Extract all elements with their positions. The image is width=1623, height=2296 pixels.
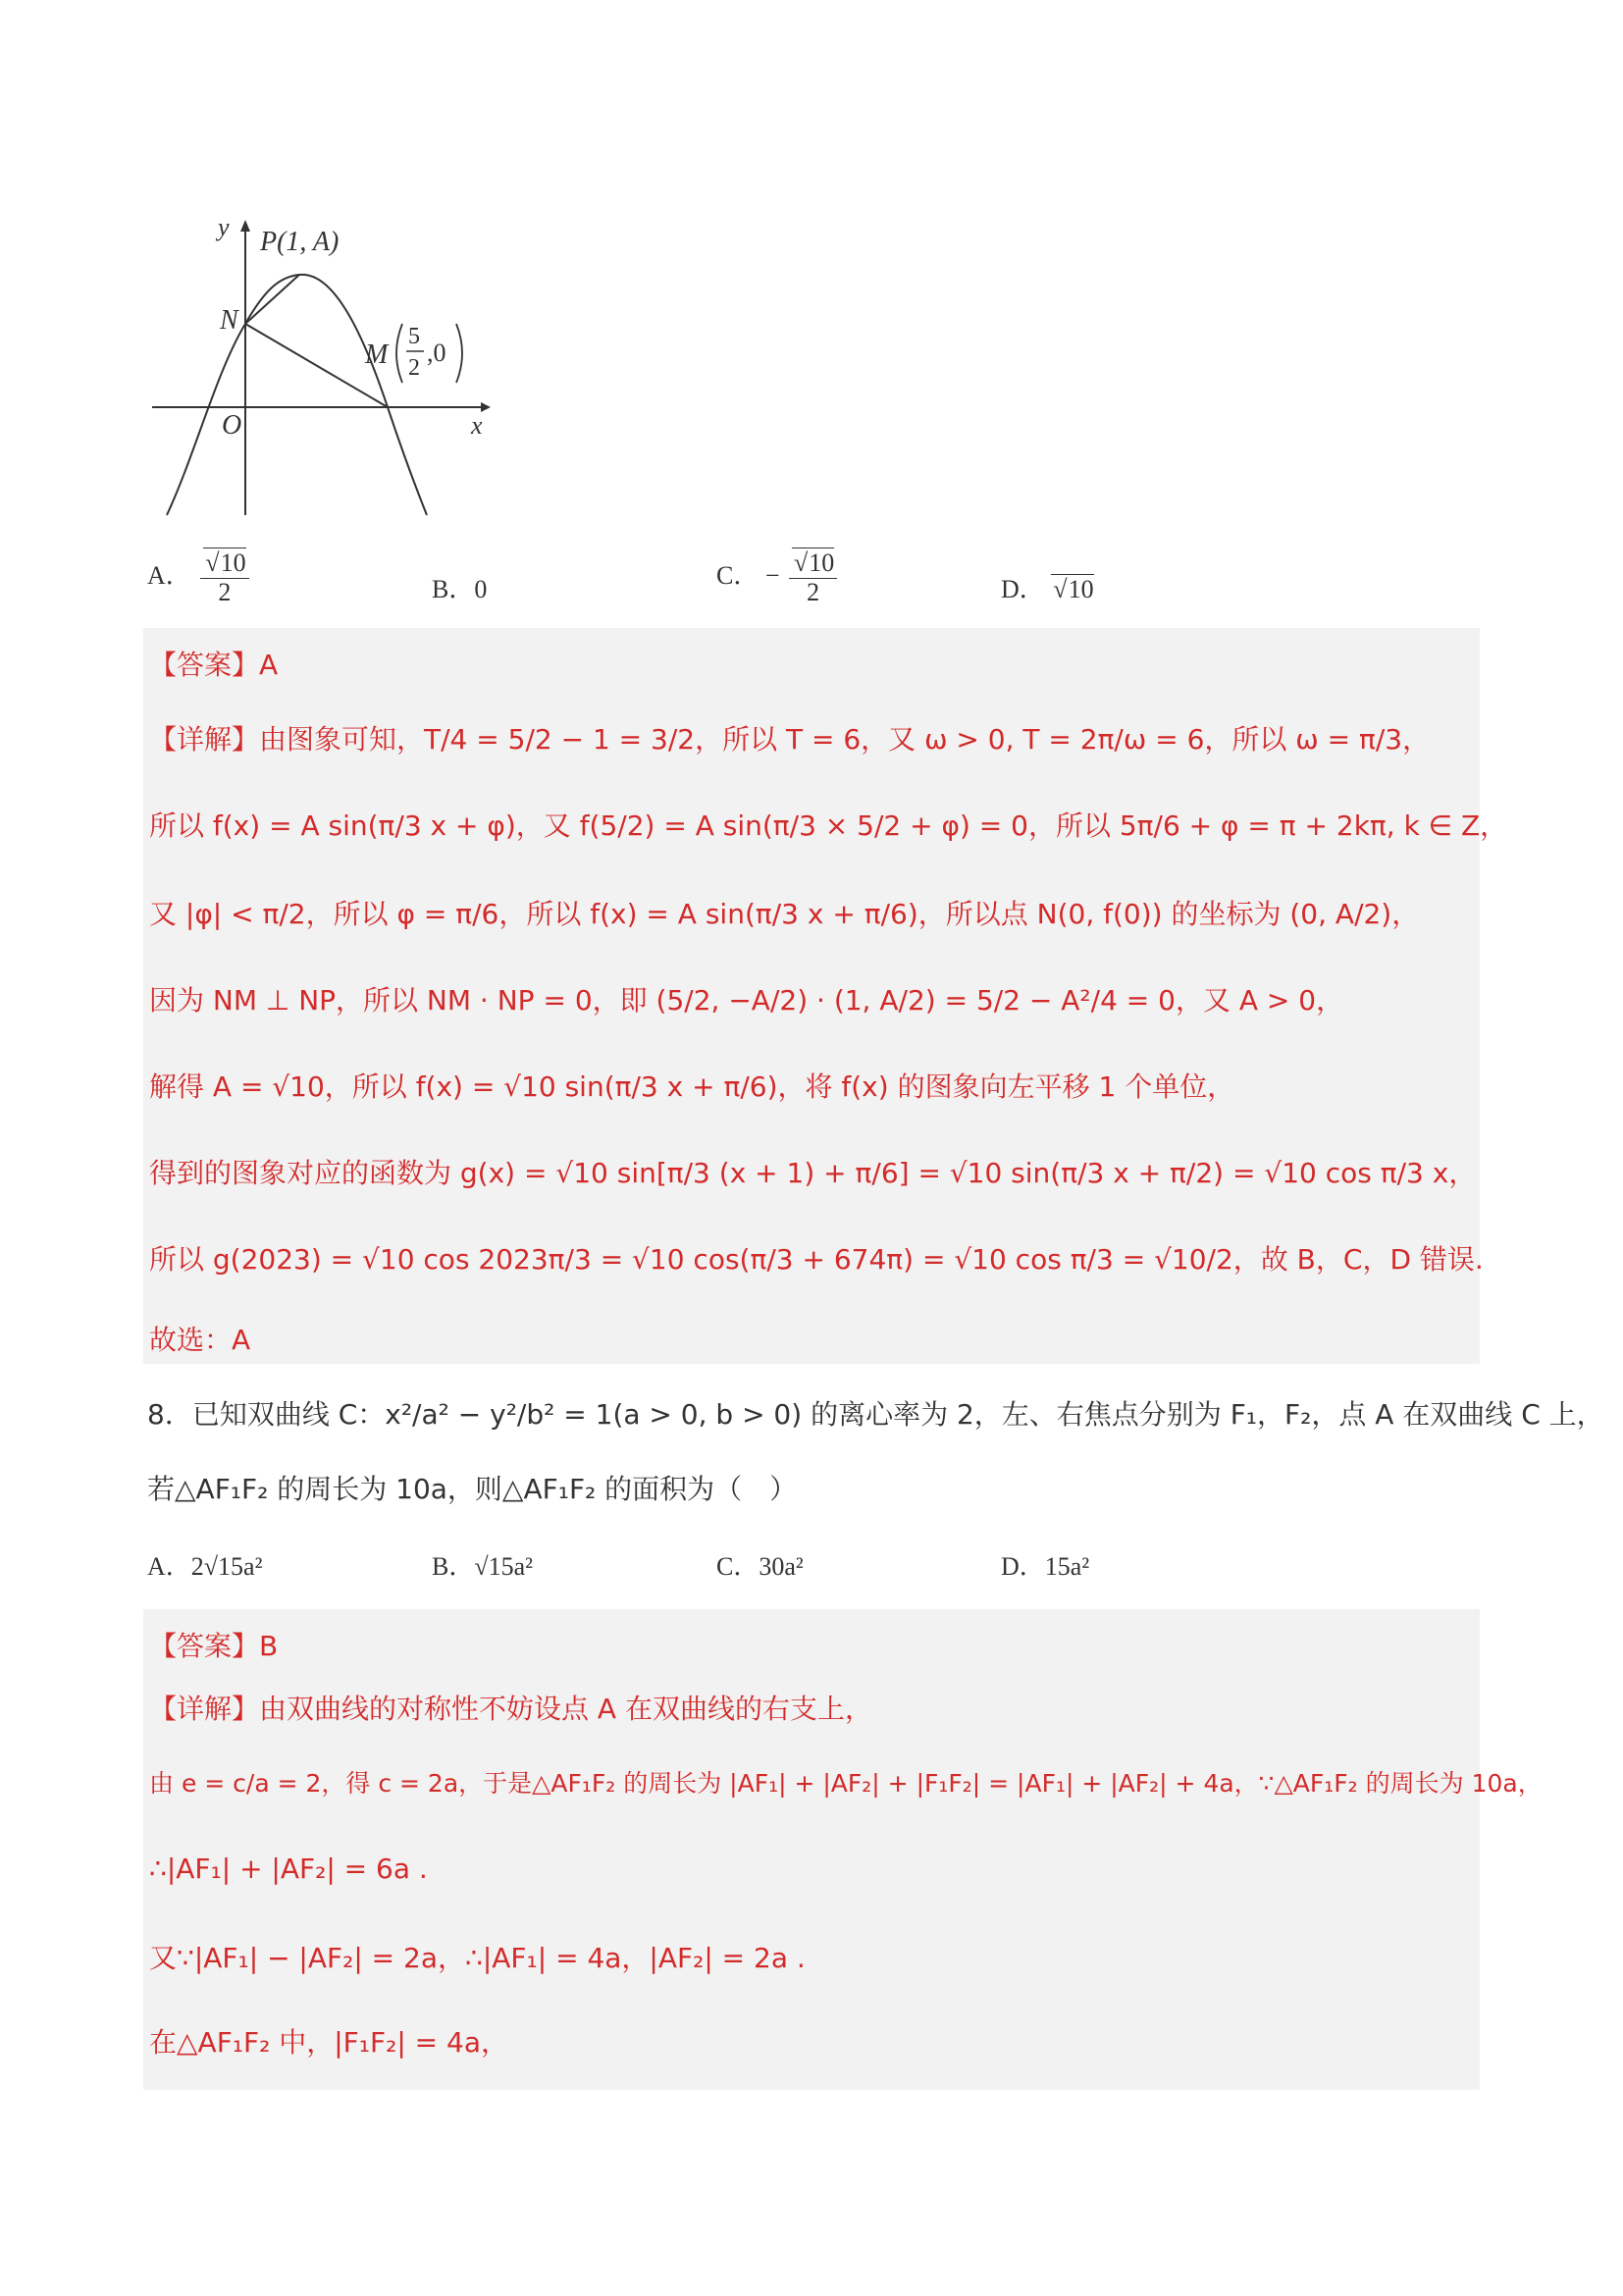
q8-detail-line-3: ∴|AF₁| + |AF₂| = 6a . [149, 1852, 428, 1885]
point-n-label: N [220, 305, 238, 336]
q7-detail-line-2: 所以 f(x) = A sin(π/3 x + φ)，又 f(5/2) = A sin(π/3 × 5/2 + φ) = 0，所以 5π/6 + φ = π + 2kπ, k ∈ Z， [149, 809, 1508, 842]
q7-option-c-rad: √ 10 [792, 548, 834, 577]
q7-option-a [147, 549, 252, 606]
point-m-comma-y: ,0 [427, 339, 446, 367]
q8-option-b: B．√15a² [432, 1552, 533, 1581]
q7-detail-line-4: 因为 NM ⊥ NP，所以 NM · NP = 0，即 (5/2, −A/2) · (1, A/2) = 5/2 − A²/4 = 0，又 A > 0， [149, 984, 1344, 1017]
q7-option-a-letter: A． [147, 561, 191, 591]
y-axis-arrow [240, 220, 250, 232]
function-graph [137, 206, 510, 530]
q7-detail-line-1 [149, 718, 1430, 757]
q7-option-b: B．0 [432, 575, 488, 603]
q7-option-c-letter: C． [716, 561, 759, 591]
q7-option-c [716, 549, 840, 606]
origin-label: O [222, 410, 242, 441]
q7-detail-text-1: 由图象可知，T/4 = 5/2 − 1 = 3/2，所以 T = 6，又 ω > 0, T = 2π/ω = 6，所以 ω = π/3， [259, 723, 1431, 756]
y-axis-label: y [218, 213, 230, 241]
q7-option-d-letter: D． [1001, 575, 1045, 603]
q8-detail-text-1: 由双曲线的对称性不妨设点 A 在双曲线的右支上， [259, 1693, 872, 1725]
point-p-label: P(1, A) [260, 227, 340, 257]
q7-detail-line-5: 解得 A = √10，所以 f(x) = √10 sin(π/3 x + π/6)，将 f(x) 的图象向左平移 1 个单位， [149, 1070, 1235, 1103]
q8-question-line-1: 8．已知双曲线 C：x²/a² − y²/b² = 1(a > 0, b > 0) 的离心率为 2，左、右焦点分别为 F₁，F₂，点 A 在双曲线 C 上， [147, 1398, 1604, 1431]
q8-detail-label: 【详解】 [149, 1693, 260, 1725]
q7-option-a-rad: √ 10 [203, 548, 245, 577]
q8-detail-line-5: 在△AF₁F₂ 中，|F₁F₂| = 4a， [149, 2026, 509, 2059]
q8-option-a: A．2√15a² [147, 1552, 263, 1581]
point-m-label: M [365, 339, 389, 370]
x-axis-label: x [471, 411, 483, 440]
q7-option-d-rad: √ 10 [1051, 574, 1093, 603]
q8-option-c: C．30a² [716, 1552, 804, 1581]
q7-detail-label: 【详解】 [149, 723, 260, 756]
point-m-x-den: 2 [408, 355, 420, 381]
q7-answer-block [143, 628, 1508, 1364]
q7-option-a-fraction [200, 549, 248, 606]
q7-detail-line-3: 又 |φ| < π/2，所以 φ = π/6，所以 f(x) = A sin(π/3 x + π/6)，所以点 N(0, f(0)) 的坐标为 (0, A/2)， [149, 898, 1420, 930]
q7-detail-line-6: 得到的图象对应的函数为 g(x) = √10 sin[π/3 (x + 1) + π/6] = √10 sin(π/3 x + π/2) = √10 cos π/3 x， [149, 1157, 1477, 1189]
q8-question-line-2: 若△AF₁F₂ 的周长为 10a，则△AF₁F₂ 的面积为（ ） [147, 1473, 798, 1505]
q8-detail-line-4: 又∵|AF₁| − |AF₂| = 2a，∴|AF₁| = 4a，|AF₂| = 2a . [149, 1942, 806, 1974]
q7-option-a-den: 2 [218, 577, 232, 606]
q8-detail-line-1 [149, 1688, 872, 1727]
q7-option-d [1001, 569, 1094, 605]
q7-answer-label: 【答案】A [149, 649, 279, 681]
point-m-x-num: 5 [408, 324, 420, 349]
q7-detail-line-7: 所以 g(2023) = √10 cos 2023π/3 = √10 cos(π/3 + 674π) = √10 cos π/3 = √10/2，故 B，C，D 错误. [149, 1243, 1484, 1276]
point-m-left-paren [396, 324, 402, 383]
point-m-y: 0 [433, 339, 446, 367]
sine-curve [167, 275, 427, 515]
segment-np [245, 275, 299, 324]
q8-answer-block [143, 1609, 1543, 2090]
q7-option-c-sign: − [764, 561, 780, 591]
q8-detail-line-2: 由 e = c/a = 2，得 c = 2a，于是△AF₁F₂ 的周长为 |AF₁| + |AF₂| + |F₁F₂| = |AF₁| + |AF₂| + 4a，∵△AF₁F₂ 的周长为 10a， [149, 1769, 1543, 1798]
point-m-right-paren [456, 324, 462, 383]
q7-final-choice: 故选：A [149, 1324, 251, 1356]
q7-option-c-fraction [789, 549, 837, 606]
q7-option-c-den: 2 [807, 577, 820, 606]
q8-answer-label: 【答案】B [149, 1630, 279, 1662]
q8-option-d: D．15a² [1001, 1552, 1090, 1581]
